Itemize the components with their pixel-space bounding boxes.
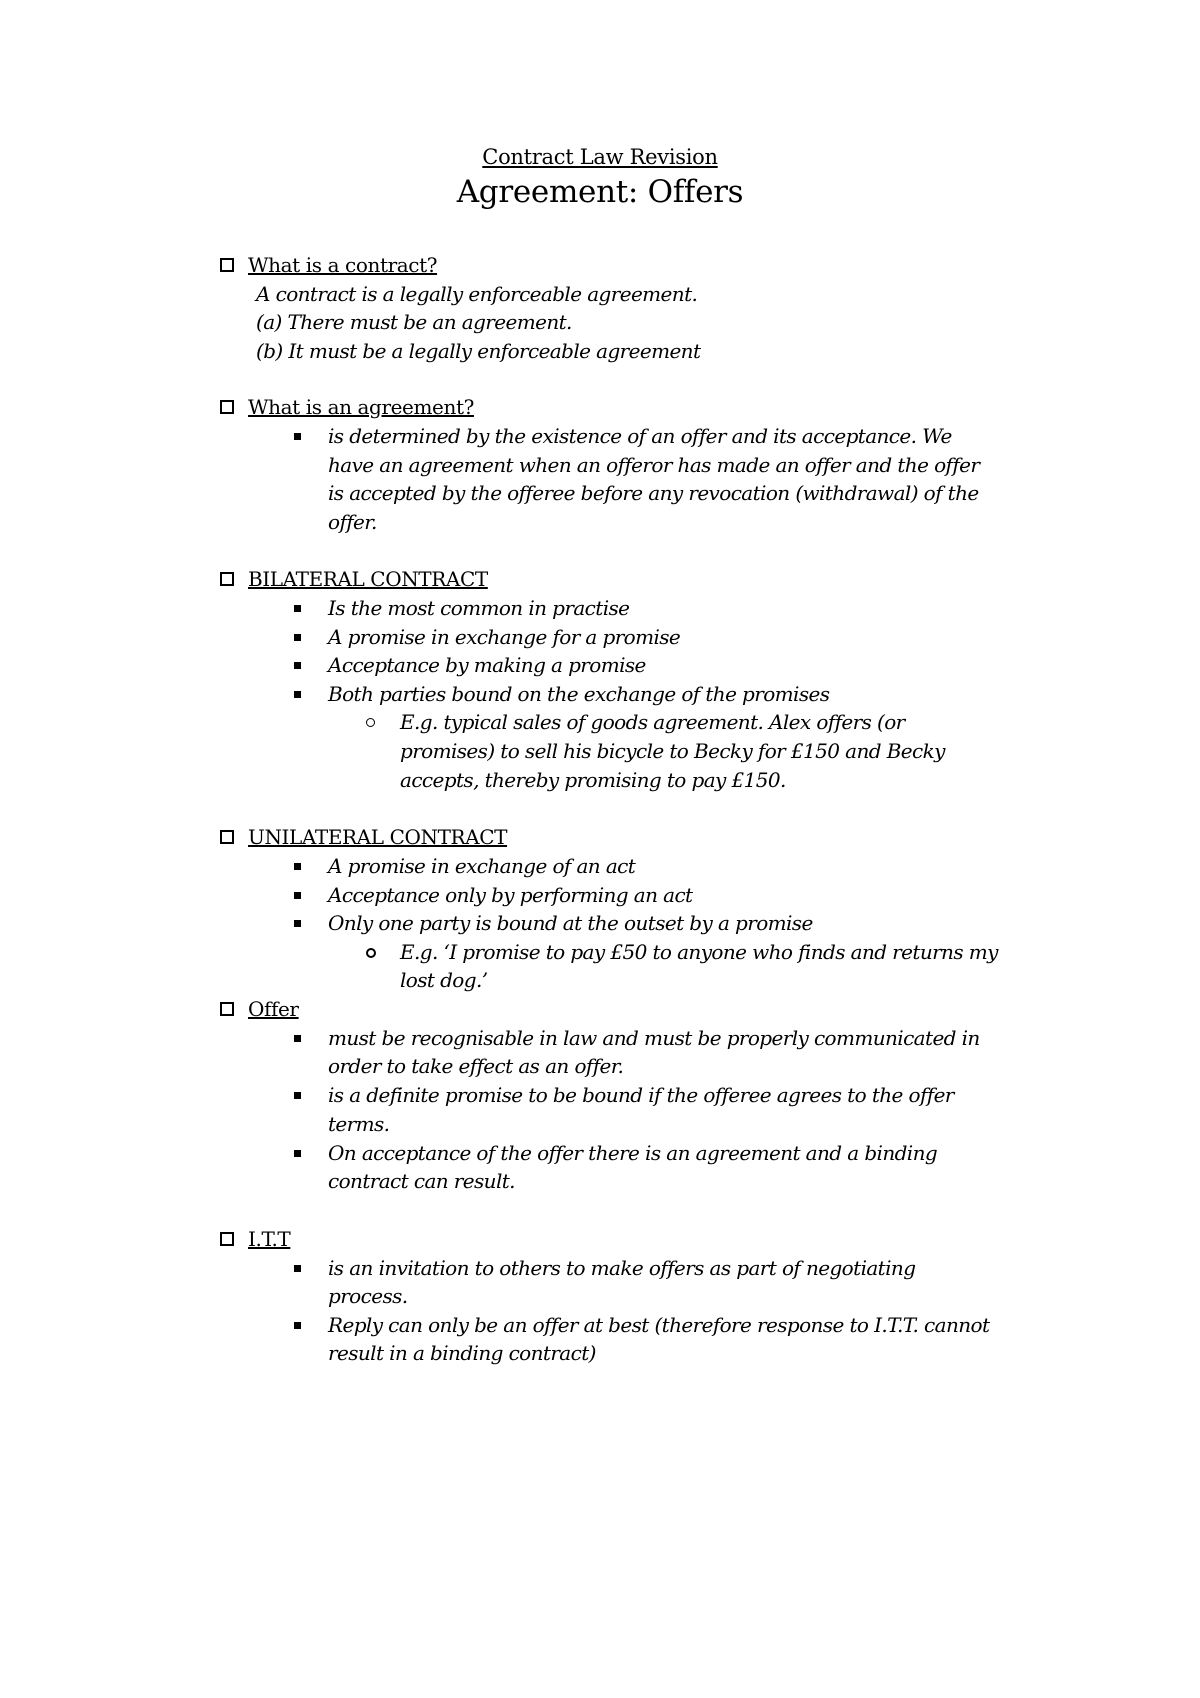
bullet-text: must be recognisable in law and must be properly communicated in bbox=[328, 1026, 980, 1050]
bullet-text: Only one party is bound at the outset by a promise bbox=[328, 911, 813, 935]
square-bullet-icon bbox=[294, 863, 301, 870]
bullet-text: Acceptance by making a promise bbox=[328, 653, 646, 677]
checkbox-icon bbox=[220, 400, 234, 414]
square-bullet-icon bbox=[294, 1035, 301, 1042]
document-title: Contract Law Revision bbox=[482, 145, 718, 169]
example-text: lost dog.’ bbox=[400, 968, 488, 992]
square-bullet-icon bbox=[294, 892, 301, 899]
bullet-text: have an agreement when an offeror has made an offer and the offer bbox=[328, 453, 980, 477]
checkbox-icon bbox=[220, 572, 234, 586]
square-bullet-icon bbox=[294, 1092, 301, 1099]
square-bullet-icon bbox=[294, 433, 301, 440]
bullet-text: Both parties bound on the exchange of the promises bbox=[328, 682, 830, 706]
bullet-text: Acceptance only by performing an act bbox=[328, 883, 693, 907]
example-text: E.g. typical sales of goods agreement. Alex offers (or bbox=[400, 710, 905, 734]
bullet-text: Reply can only be an offer at best (therefore response to I.T.T. cannot bbox=[328, 1313, 990, 1337]
bullet-text: A promise in exchange of an act bbox=[328, 854, 636, 878]
section-heading-offer bbox=[220, 995, 299, 1023]
square-bullet-icon bbox=[294, 920, 301, 927]
text-line: (a) There must be an agreement. bbox=[256, 310, 572, 334]
square-bullet-icon bbox=[294, 662, 301, 669]
section-heading-contract bbox=[220, 251, 437, 279]
bullet-text: Is the most common in practise bbox=[328, 596, 630, 620]
bullet-text: terms. bbox=[328, 1112, 390, 1136]
bullet-text: is determined by the existence of an offer and its acceptance. We bbox=[328, 424, 952, 448]
document-heading: Agreement: Offers bbox=[456, 174, 744, 210]
square-bullet-icon bbox=[294, 1265, 301, 1272]
section-heading-itt bbox=[220, 1225, 290, 1253]
circle-bullet-icon bbox=[366, 718, 375, 727]
example-text: accepts, thereby promising to pay £150. bbox=[400, 768, 786, 792]
section-title: I.T.T bbox=[248, 1227, 291, 1251]
square-bullet-icon bbox=[294, 1150, 301, 1157]
circle-bullet-icon bbox=[366, 948, 376, 958]
bullet-text: contract can result. bbox=[328, 1169, 515, 1193]
bullet-text: is accepted by the offeree before any revocation (withdrawal) of the bbox=[328, 481, 979, 505]
text-line: (b) It must be a legally enforceable agreement bbox=[256, 339, 701, 363]
section-heading-unilateral bbox=[220, 823, 507, 851]
square-bullet-icon bbox=[294, 634, 301, 641]
example-text: E.g. ‘I promise to pay £50 to anyone who finds and returns my bbox=[400, 940, 998, 964]
checkbox-icon bbox=[220, 1232, 234, 1246]
section-heading-agreement bbox=[220, 393, 474, 421]
square-bullet-icon bbox=[294, 605, 301, 612]
bullet-text: On acceptance of the offer there is an agreement and a binding bbox=[328, 1141, 938, 1165]
section-title: UNILATERAL CONTRACT bbox=[248, 825, 508, 849]
section-title: BILATERAL CONTRACT bbox=[248, 567, 488, 591]
bullet-text: is an invitation to others to make offers as part of negotiating bbox=[328, 1256, 916, 1280]
bullet-text: A promise in exchange for a promise bbox=[328, 625, 681, 649]
bullet-text: is a definite promise to be bound if the offeree agrees to the offer bbox=[328, 1083, 954, 1107]
checkbox-icon bbox=[220, 1002, 234, 1016]
section-title: Offer bbox=[248, 997, 299, 1021]
bullet-text: offer. bbox=[328, 510, 377, 534]
bullet-text: result in a binding contract) bbox=[328, 1341, 596, 1365]
checkbox-icon bbox=[220, 830, 234, 844]
square-bullet-icon bbox=[294, 691, 301, 698]
section-title: What is an agreement? bbox=[248, 395, 474, 419]
checkbox-icon bbox=[220, 258, 234, 272]
square-bullet-icon bbox=[294, 1322, 301, 1329]
bullet-text: process. bbox=[328, 1284, 408, 1308]
bullet-text: order to take effect as an offer. bbox=[328, 1054, 624, 1078]
text-line: A contract is a legally enforceable agreement. bbox=[256, 282, 698, 306]
example-text: promises) to sell his bicycle to Becky for £150 and Becky bbox=[400, 739, 945, 763]
section-title: What is a contract? bbox=[248, 253, 438, 277]
section-heading-bilateral bbox=[220, 565, 488, 593]
